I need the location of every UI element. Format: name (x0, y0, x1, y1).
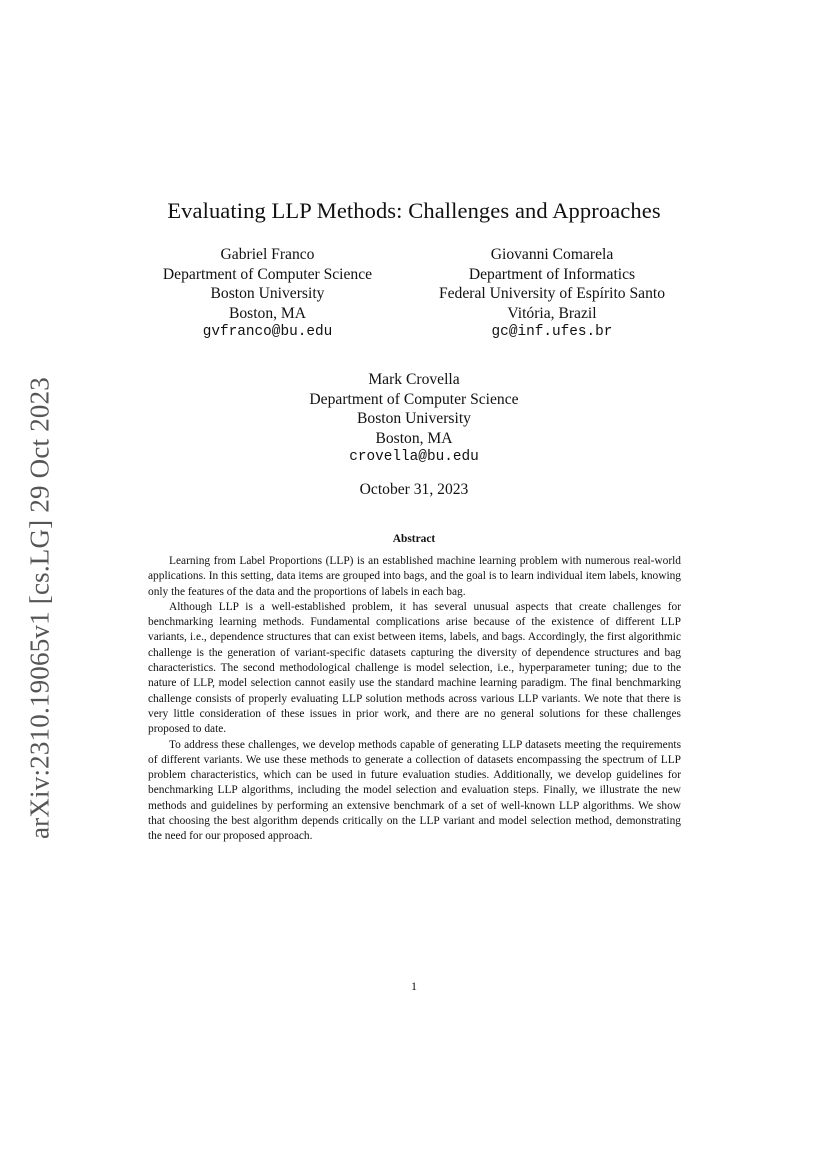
author-block-franco (140, 245, 395, 343)
abstract-paragraph: To address these challenges, we develop methods capable of generating LLP datasets meeting the requirements of different variants. We use these methods to generate a collection of datasets encompassing the spectrum of LLP problem characteristics, which can be used in future evaluation studies. Additionally, we develop guidelines for benchmarking LLP algorithms, including the model selection and evaluation steps. Finally, we illustrate the new methods and guidelines by performing an extensive benchmark of a set of well-known LLP algorithms. We show that choosing the best algorithm depends critically on the LLP variant and model selection method, demonstrating the need for our proposed approach. (148, 738, 681, 843)
abstract-body (148, 554, 681, 845)
abstract-paragraph: Although LLP is a well-established problem, it has several unusual aspects that create challenges for benchmarking learning methods. Fundamental complications arise because of the existence of different LLP variants, i.e., dependence structures that can exist between items, labels, and bags. Accordingly, the first algorithmic challenge is the generation of variant-specific datasets capturing the diversity of dependence structures and bag characteristics. The second methodological challenge is model selection, i.e., hyperparameter tuning; due to the nature of LLP, model selection cannot easily use the standard machine learning paradigm. The final benchmarking challenge consists of properly evaluating LLP solution methods across various LLP variants. We note that there is very little consideration of these issues in prior work, and there are no general solutions for these challenges proposed to date. (148, 600, 681, 736)
author-name: Mark Crovella (368, 371, 460, 388)
author-block-crovella (264, 370, 564, 468)
author-department: Department of Computer Science (162, 265, 373, 283)
author-department: Department of Informatics (468, 265, 636, 283)
author-institution: Boston University (210, 285, 325, 303)
paper-title: Evaluating LLP Methods: Challenges and Approaches (167, 198, 661, 223)
arxiv-identifier-stamp: arXiv:2310.19065v1 [cs.LG] 29 Oct 2023 (24, 376, 55, 840)
author-name: Giovanni Comarela (490, 246, 614, 263)
paper-date: October 31, 2023 (359, 481, 469, 498)
author-email: gc@inf.ufes.br (491, 324, 613, 341)
abstract-heading: Abstract (392, 533, 436, 545)
author-name: Gabriel Franco (220, 246, 315, 263)
abstract-paragraph: Learning from Label Proportions (LLP) is an established machine learning problem with numerous real-world applications. In this setting, data items are grouped into bags, and the goal is to learn individual item labels, knowing only the features of the data and the proportions of labels in each bag. (148, 555, 681, 598)
page-number: 1 (411, 979, 417, 993)
author-email: crovella@bu.edu (349, 449, 479, 466)
author-department: Department of Computer Science (309, 390, 519, 408)
author-block-comarela (418, 245, 686, 343)
author-location: Vitória, Brazil (507, 304, 597, 322)
author-email: gvfranco@bu.edu (202, 324, 333, 341)
author-institution: Federal University of Espírito Santo (438, 285, 666, 303)
author-location: Boston, MA (375, 429, 453, 447)
author-location: Boston, MA (228, 304, 307, 322)
author-institution: Boston University (357, 410, 471, 428)
